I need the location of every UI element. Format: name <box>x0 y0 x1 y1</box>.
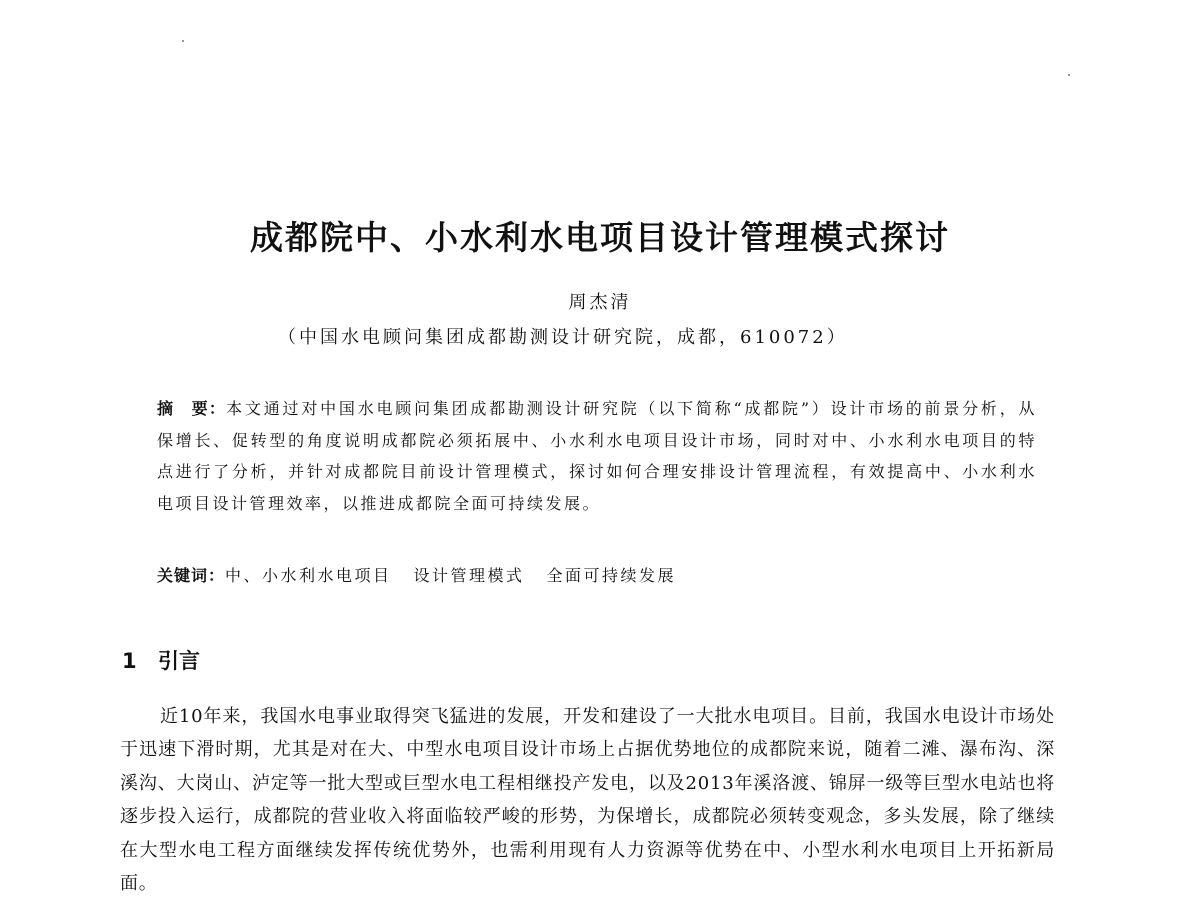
keyword-item: 中、小水利水电项目 <box>225 566 392 585</box>
section-heading <box>122 645 200 675</box>
keyword-item: 全面可持续发展 <box>546 566 677 585</box>
scan-speck <box>182 40 184 42</box>
body-paragraph: 近10年来，我国水电事业取得突飞猛进的发展，开发和建设了一大批水电项目。目前，我国水电设计市场处于迅速下滑时期，尤其是对在大、中型水电项目设计市场上占据优势地位的成都院来说，随着二滩、瀑布沟、深溪沟、大岗山、泸定等一批大型或巨型水电工程相继投产发电，以及2013年溪洛渡、锦屏一级等巨型水电站也将逐步投入运行，成都院的营业收入将面临较严峻的形势，为保增长，成都院必须转变观念，多头发展，除了继续在大型水电工程方面继续发挥传统优势外，也需利用现有人力资源等优势在中、小型水利水电项目上开拓新局面。 <box>120 706 1055 895</box>
keywords-label: 关键词： <box>157 566 226 585</box>
paper-affiliation: （中国水电顾问集团成都勘测设计研究院，成都，610072） <box>278 327 848 348</box>
scan-speck <box>1068 74 1070 76</box>
keywords-block <box>157 563 1037 586</box>
paper-title: 成都院中、小水利水电项目设计管理模式探讨 <box>250 218 950 257</box>
keyword-item: 设计管理模式 <box>413 566 525 585</box>
section-number: 1 <box>122 649 137 673</box>
abstract-label: 摘 要： <box>157 399 227 418</box>
paper-author: 周杰清 <box>568 292 632 313</box>
abstract-block <box>157 393 1037 519</box>
abstract-text: 本文通过对中国水电顾问集团成都勘测设计研究院（以下简称“成都院”）设计市场的前景分析，从保增长、促转型的角度说明成都院必须拓展中、小水利水电项目设计市场，同时对中、小水利水电项目的特点进行了分析，并针对成都院目前设计管理模式，探讨如何合理安排设计管理流程，有效提高中、小水利水电项目设计管理效率，以推进成都院全面可持续发展。 <box>157 399 1037 513</box>
section-title: 引言 <box>158 649 200 673</box>
